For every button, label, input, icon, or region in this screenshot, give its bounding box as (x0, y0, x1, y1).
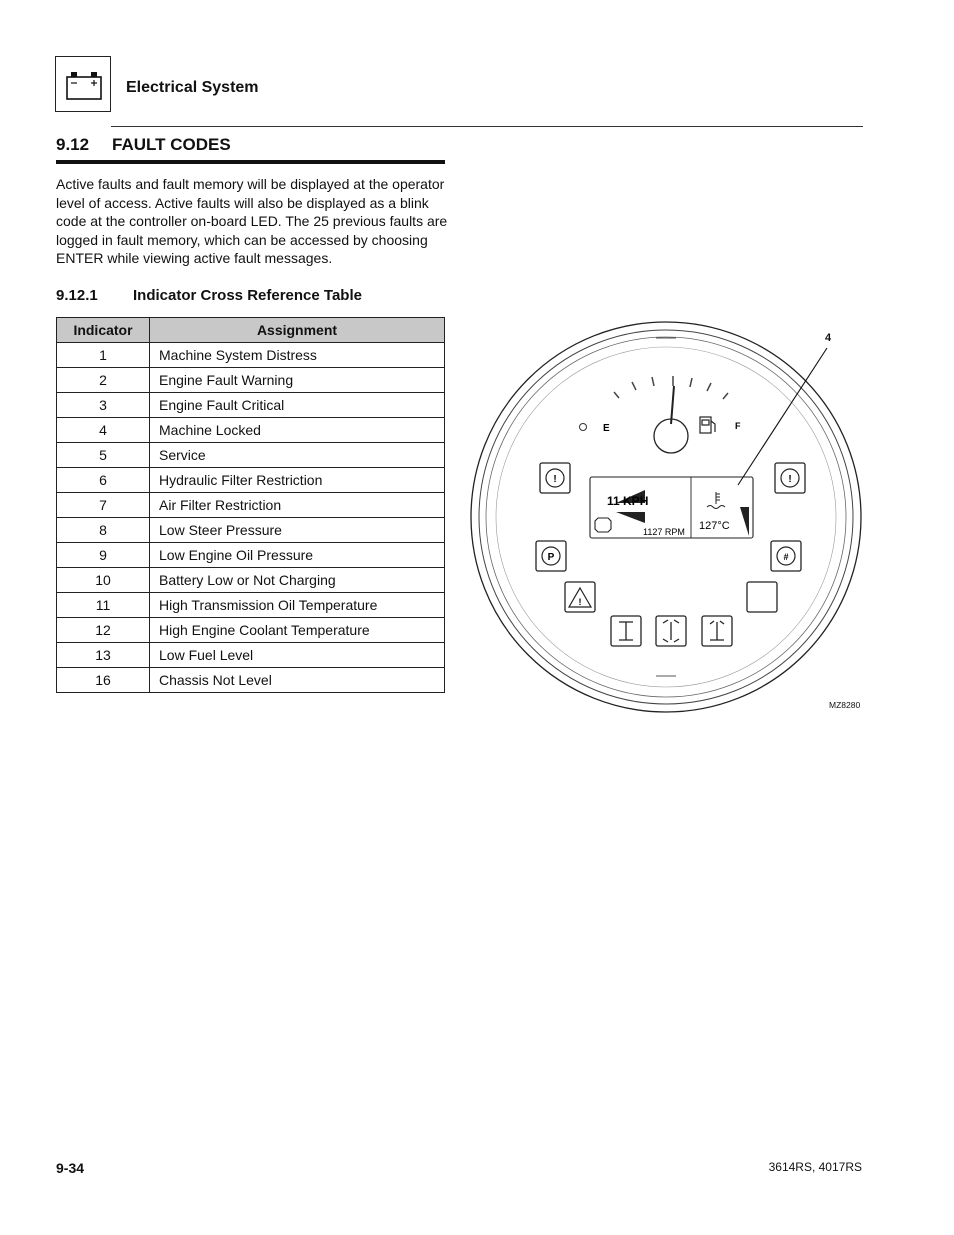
engine-icon (595, 518, 611, 532)
dial-face-ring (496, 347, 836, 687)
indicator-cell: 7 (57, 493, 150, 518)
table-row (57, 393, 445, 418)
rpm-readout: 1127 RPM (643, 527, 685, 537)
section-number: 9.12 (56, 135, 90, 154)
battery-icon (56, 57, 109, 110)
bezel-outer-ring (471, 322, 861, 712)
indicator-cell: 11 (57, 593, 150, 618)
table-header-row (57, 318, 445, 343)
table-row (57, 643, 445, 668)
subsection-number: 9.12.1 (56, 287, 98, 304)
section-heading (56, 135, 231, 155)
table-row (57, 418, 445, 443)
indicator-lamp-right-2 (771, 541, 801, 571)
parking-brake-lamp (536, 541, 566, 571)
fuel-scale-ticks (614, 376, 728, 399)
table-row (57, 343, 445, 368)
indicator-cell: 2 (57, 368, 150, 393)
table-row (57, 368, 445, 393)
callout-number: 4 (825, 332, 832, 344)
warning-lamp (565, 582, 595, 612)
assignment-cell: Machine Locked (150, 418, 445, 443)
table-row (57, 493, 445, 518)
svg-text:!: ! (553, 474, 557, 485)
table-row (57, 668, 445, 693)
figure-id: MZ8280 (829, 700, 861, 710)
indicator-lamp-blank (747, 582, 777, 612)
steer-mode-lamp-2 (656, 616, 686, 646)
assignment-cell: Low Fuel Level (150, 643, 445, 668)
svg-text:P: P (547, 552, 555, 563)
assignment-cell: High Engine Coolant Temperature (150, 618, 445, 643)
section-rule (56, 160, 445, 164)
indicator-lamp-right-1 (775, 463, 805, 493)
indicator-cell: 8 (57, 518, 150, 543)
assignment-cell: Battery Low or Not Charging (150, 568, 445, 593)
svg-text:!: ! (578, 597, 582, 607)
assignment-cell: Machine System Distress (150, 343, 445, 368)
callout-leader-line (738, 348, 827, 485)
assignment-cell: Service (150, 443, 445, 468)
assignment-cell: Engine Fault Critical (150, 393, 445, 418)
indicator-cell: 9 (57, 543, 150, 568)
indicator-cell: 6 (57, 468, 150, 493)
fuel-needle-hub (654, 419, 688, 453)
indicator-cell: 3 (57, 393, 150, 418)
fuel-empty-label: E (603, 423, 610, 434)
subsection-heading (56, 287, 362, 304)
page-number: 9-34 (56, 1160, 85, 1176)
indicator-table (56, 317, 445, 693)
column-header-assignment: Assignment (150, 318, 445, 343)
temp-readout: 127°C (699, 520, 730, 532)
subsection-title: Indicator Cross Reference Table (133, 287, 362, 304)
indicator-cell: 5 (57, 443, 150, 468)
assignment-cell: Air Filter Restriction (150, 493, 445, 518)
fuel-needle (671, 386, 674, 424)
assignment-cell: High Transmission Oil Temperature (150, 593, 445, 618)
bezel-ring (479, 330, 853, 704)
assignment-cell: Hydraulic Filter Restriction (150, 468, 445, 493)
indicator-cell: 10 (57, 568, 150, 593)
table-row (57, 593, 445, 618)
table-row (57, 568, 445, 593)
indicator-cell: 16 (57, 668, 150, 693)
indicator-cell: 12 (57, 618, 150, 643)
indicator-cell: 13 (57, 643, 150, 668)
empty-marker-icon (580, 424, 587, 431)
indicator-cell: 1 (57, 343, 150, 368)
header-icon-box (55, 56, 111, 112)
assignment-cell: Low Engine Oil Pressure (150, 543, 445, 568)
column-header-indicator: Indicator (57, 318, 150, 343)
table-row (57, 618, 445, 643)
assignment-cell: Chassis Not Level (150, 668, 445, 693)
table-row (57, 543, 445, 568)
steer-mode-lamp-3 (702, 616, 732, 646)
section-paragraph: Active faults and fault memory will be displayed at the operator level of access. Active faults will also be displayed as a blink code at the controller on-board LED. The 25 previous faults are logged in fault memory, which can be accessed by choosing ENTER while viewing active fault messages. (56, 176, 448, 266)
indicator-cell: 4 (57, 418, 150, 443)
assignment-cell: Engine Fault Warning (150, 368, 445, 393)
fuel-pump-icon (700, 417, 715, 433)
table-row (57, 468, 445, 493)
section-title: FAULT CODES (112, 135, 231, 154)
temp-bar-graph (740, 507, 749, 536)
rpm-bar-graph (616, 512, 645, 523)
steer-mode-lamp-1 (611, 616, 641, 646)
table-row (57, 518, 445, 543)
model-numbers: 3614RS, 4017RS (768, 1160, 862, 1174)
gauge-figure (470, 320, 870, 715)
indicator-lamp-left-1 (540, 463, 570, 493)
svg-text:!: ! (788, 474, 792, 485)
svg-text:#: # (783, 552, 789, 562)
coolant-temp-icon (707, 492, 725, 509)
assignment-cell: Low Steer Pressure (150, 518, 445, 543)
speed-readout: 11 KPH (607, 494, 649, 508)
header-rule (111, 126, 863, 127)
bezel-inner-ring (486, 337, 846, 697)
fuel-full-label: F (735, 421, 741, 431)
header-section-name: Electrical System (126, 79, 259, 96)
table-row (57, 443, 445, 468)
